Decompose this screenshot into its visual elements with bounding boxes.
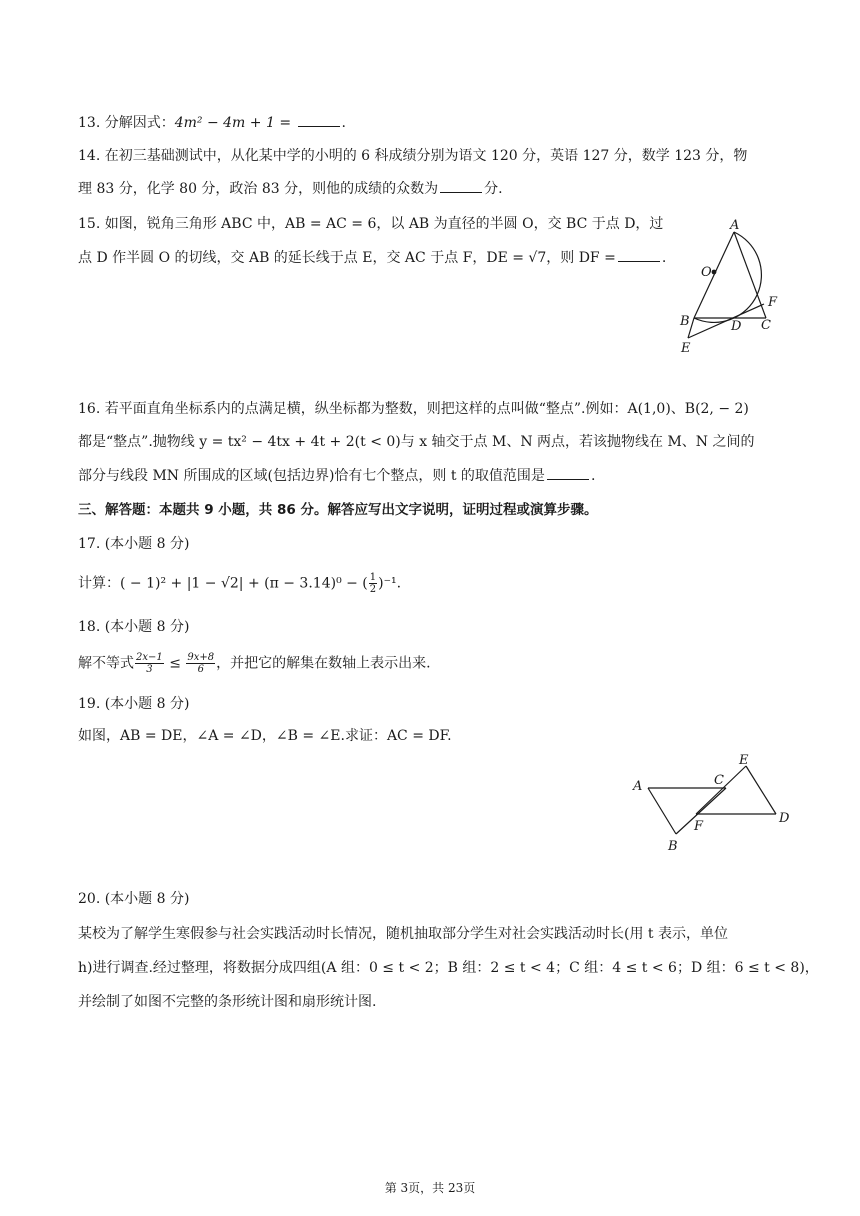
q15-label-c: C bbox=[761, 318, 771, 333]
q16-line3-end: . bbox=[590, 468, 596, 484]
q13-expression: 4m² − 4m + 1 = bbox=[174, 115, 292, 131]
page-footer: 第 3页，共 23页 bbox=[384, 1181, 476, 1195]
q18-body bbox=[78, 652, 431, 675]
q16-line1: 16. 若平面直角坐标系内的点满足横，纵坐标都为整数，则把这样的点叫做“整点”.例如：A(1,0)、B(2, − 2) bbox=[78, 401, 749, 417]
q18-f2-den: 6 bbox=[197, 664, 204, 675]
q18-f1-den: 3 bbox=[146, 664, 153, 675]
q17-heading: 17. (本小题 8 分) bbox=[78, 536, 190, 552]
q15-label-e: E bbox=[681, 341, 691, 356]
q15-line2-end: . bbox=[661, 250, 667, 266]
q20-line3: 并绘制了如图不完整的条形统计图和扇形统计图. bbox=[78, 994, 377, 1010]
q19-figure bbox=[628, 750, 798, 860]
q15-line2 bbox=[78, 247, 666, 268]
q17-body bbox=[78, 572, 401, 595]
q20-line1: 某校为了解学生寒假参与社会实践活动时长情况，随机抽取部分学生对社会实践活动时长(用 t 表示，单位 bbox=[78, 926, 728, 942]
q20-heading: 20. (本小题 8 分) bbox=[78, 891, 190, 907]
q13-answer-blank[interactable] bbox=[298, 112, 340, 127]
q18-body-pre: 解不等式 bbox=[78, 655, 134, 672]
q16-line3-text: 部分与线段 MN 所围成的区域(包括边界)恰有七个整点，则 t 的取值范围是 bbox=[78, 468, 545, 484]
q18-f2-num: 9x+8 bbox=[187, 652, 215, 663]
q15-figure bbox=[672, 218, 792, 358]
q14-line2 bbox=[78, 178, 503, 199]
q14-line2-text: 理 83 分，化学 80 分，政治 83 分，则他的成绩的众数为 bbox=[78, 181, 439, 197]
q19-label-a: A bbox=[633, 779, 643, 794]
q15-answer-blank[interactable] bbox=[618, 247, 660, 262]
q18-f1-num: 2x−1 bbox=[136, 652, 163, 663]
q13-end: . bbox=[341, 115, 346, 131]
q18-fraction-right bbox=[186, 652, 215, 675]
q15-line2-text: 点 D 作半圆 O 的切线，交 AB 的延长线于点 E，交 AC 于点 F，DE = √7，则 DF = bbox=[78, 250, 616, 266]
q19-label-f: F bbox=[694, 819, 704, 834]
q15-label-f: F bbox=[768, 295, 778, 310]
q15-line1: 15. 如图，锐角三角形 ABC 中，AB = AC = 6，以 AB 为直径的半圆 O，交 BC 于点 D，过 bbox=[78, 216, 664, 232]
q14-line1: 14. 在初三基础测试中，从化某中学的小明的 6 科成绩分别为语文 120 分，英语 127 分，数学 123 分，物 bbox=[78, 148, 748, 164]
q18-le-sign: ≤ bbox=[169, 655, 181, 672]
q18-fraction-left bbox=[135, 652, 164, 675]
q15-label-o: O bbox=[701, 265, 712, 280]
q17-fraction bbox=[369, 572, 377, 595]
q19-body: 如图，AB = DE，∠A = ∠D，∠B = ∠E.求证：AC = DF. bbox=[78, 728, 452, 744]
section3-heading: 三、解答题：本题共 9 小题，共 86 分。解答应写出文字说明，证明过程或演算步骤。 bbox=[78, 502, 598, 518]
q17-body-pre: 计算：( − 1)² + |1 − √2| + (π − 3.14)⁰ − ( bbox=[78, 575, 368, 592]
q18-body-post: ，并把它的解集在数轴上表示出来. bbox=[216, 655, 431, 672]
q19-label-c: C bbox=[714, 773, 724, 788]
q17-frac-num: 1 bbox=[369, 572, 377, 583]
q15-label-a: A bbox=[730, 218, 740, 233]
q13-line bbox=[78, 112, 346, 133]
q19-heading: 19. (本小题 8 分) bbox=[78, 696, 190, 712]
q19-label-d: D bbox=[779, 811, 790, 826]
q16-line3 bbox=[78, 465, 595, 486]
q20-line2: h)进行调查.经过整理，将数据分成四组(A 组：0 ≤ t < 2；B 组：2 ≤ t < 4；C 组：4 ≤ t < 6；D 组：6 ≤ t < 8)， bbox=[78, 960, 819, 976]
q17-body-post: )⁻¹. bbox=[378, 575, 402, 592]
q15-label-d: D bbox=[731, 319, 742, 334]
q19-label-e: E bbox=[739, 753, 749, 768]
q17-frac-den: 2 bbox=[369, 584, 377, 595]
q16-answer-blank[interactable] bbox=[547, 465, 589, 480]
q14-answer-blank[interactable] bbox=[440, 178, 482, 193]
q19-label-b: B bbox=[668, 839, 678, 854]
q13-label: 13. 分解因式： bbox=[78, 115, 175, 131]
q18-heading: 18. (本小题 8 分) bbox=[78, 619, 190, 635]
q14-line2-end: 分. bbox=[484, 181, 503, 197]
q16-line2: 都是“整点”.抛物线 y = tx² − 4tx + 4t + 2(t < 0)与 x 轴交于点 M、N 两点，若该抛物线在 M、N 之间的 bbox=[78, 434, 755, 450]
q15-label-b: B bbox=[680, 314, 690, 329]
